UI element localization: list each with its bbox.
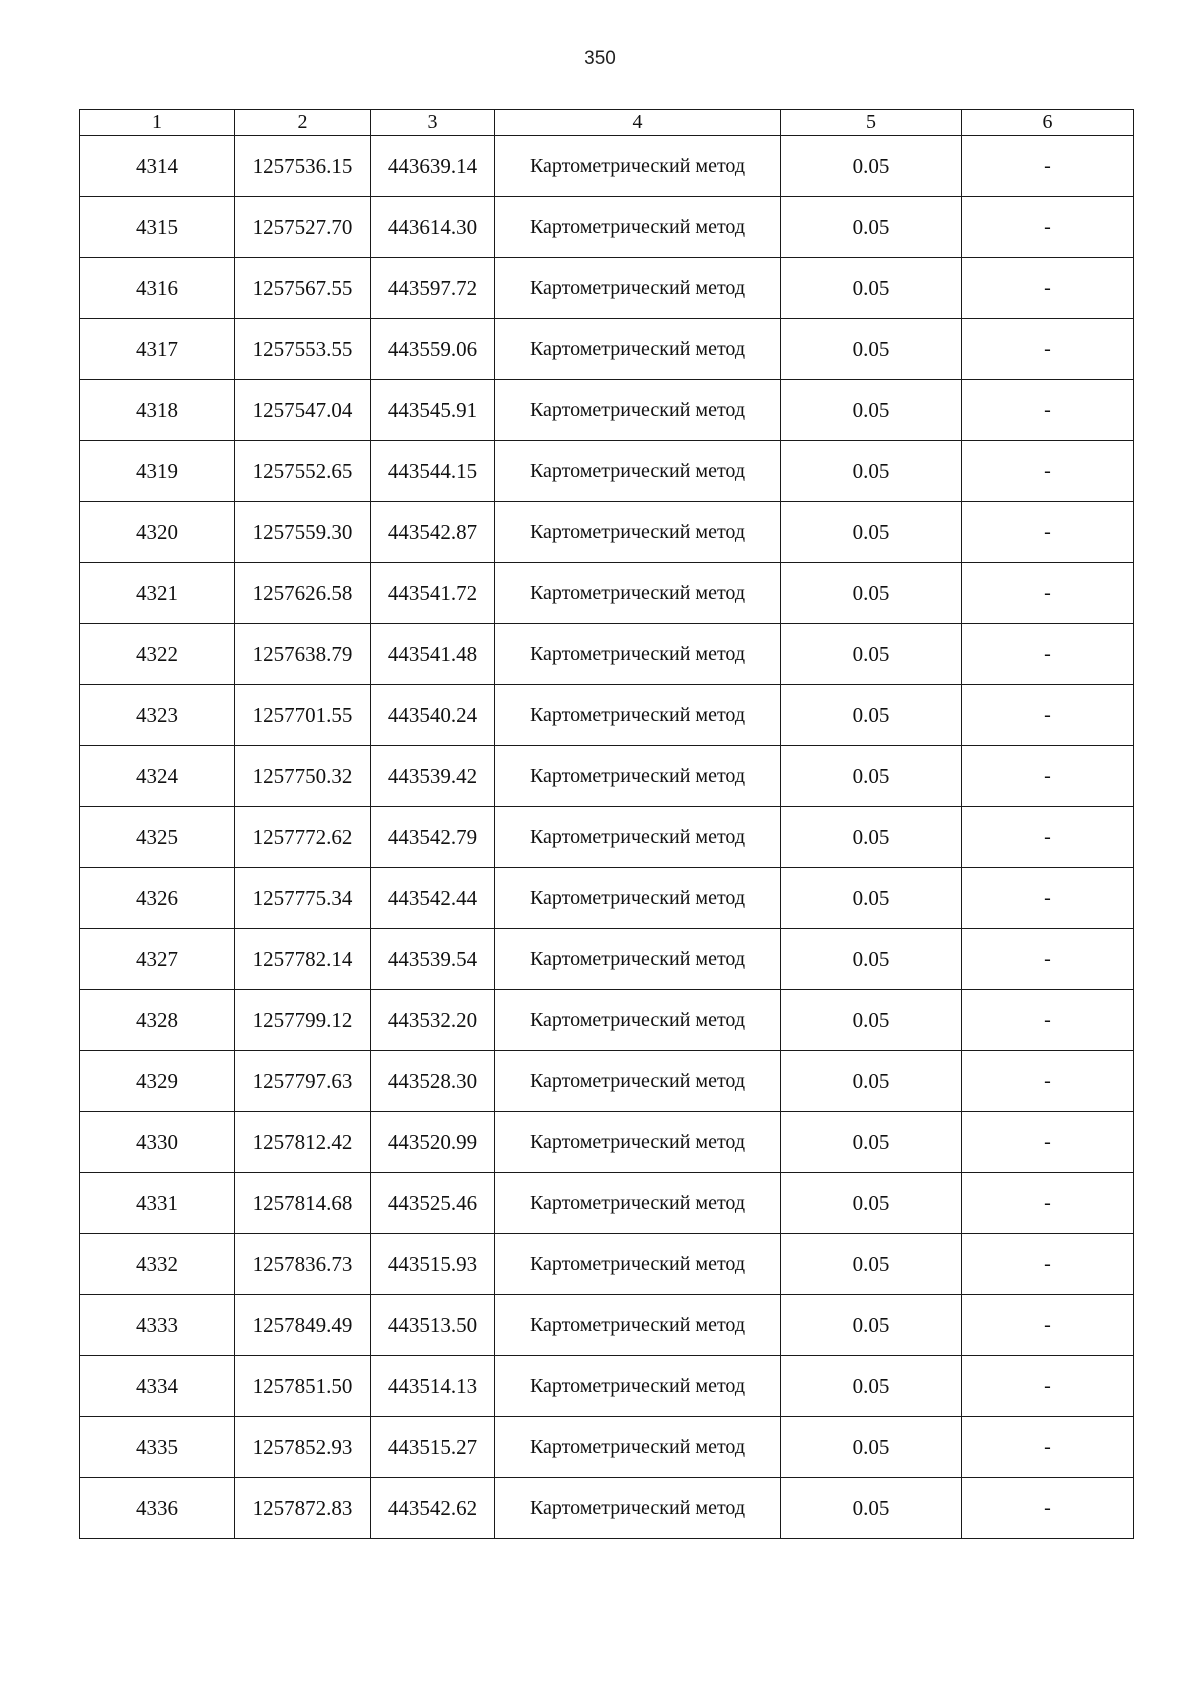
- x-coordinate-cell: 1257775.34: [235, 868, 371, 929]
- description-cell: -: [962, 136, 1134, 197]
- x-coordinate-cell: 1257547.04: [235, 380, 371, 441]
- point-number-cell: 4325: [80, 807, 235, 868]
- x-coordinate-cell: 1257567.55: [235, 258, 371, 319]
- x-coordinate-cell: 1257812.42: [235, 1112, 371, 1173]
- table-row: [80, 1295, 1134, 1356]
- method-cell: Картометрический метод: [495, 502, 781, 563]
- point-number-cell: 4324: [80, 746, 235, 807]
- x-coordinate-cell: 1257750.32: [235, 746, 371, 807]
- x-coordinate-cell: 1257851.50: [235, 1356, 371, 1417]
- accuracy-cell: 0.05: [781, 563, 962, 624]
- x-coordinate-cell: 1257782.14: [235, 929, 371, 990]
- y-coordinate-cell: 443542.79: [371, 807, 495, 868]
- table-row: [80, 1173, 1134, 1234]
- table-row: [80, 1356, 1134, 1417]
- accuracy-cell: 0.05: [781, 319, 962, 380]
- description-cell: -: [962, 1478, 1134, 1539]
- accuracy-cell: 0.05: [781, 685, 962, 746]
- x-coordinate-cell: 1257638.79: [235, 624, 371, 685]
- point-number-cell: 4323: [80, 685, 235, 746]
- method-cell: Картометрический метод: [495, 563, 781, 624]
- point-number-cell: 4330: [80, 1112, 235, 1173]
- table-row: [80, 868, 1134, 929]
- accuracy-cell: 0.05: [781, 990, 962, 1051]
- description-cell: -: [962, 441, 1134, 502]
- column-header-3: 3: [371, 110, 495, 136]
- method-cell: Картометрический метод: [495, 380, 781, 441]
- table-row: [80, 990, 1134, 1051]
- y-coordinate-cell: 443528.30: [371, 1051, 495, 1112]
- y-coordinate-cell: 443541.48: [371, 624, 495, 685]
- table-row: [80, 929, 1134, 990]
- x-coordinate-cell: 1257552.65: [235, 441, 371, 502]
- method-cell: Картометрический метод: [495, 258, 781, 319]
- accuracy-cell: 0.05: [781, 929, 962, 990]
- x-coordinate-cell: 1257849.49: [235, 1295, 371, 1356]
- y-coordinate-cell: 443540.24: [371, 685, 495, 746]
- point-number-cell: 4336: [80, 1478, 235, 1539]
- method-cell: Картометрический метод: [495, 1112, 781, 1173]
- accuracy-cell: 0.05: [781, 1417, 962, 1478]
- table-row: [80, 807, 1134, 868]
- y-coordinate-cell: 443541.72: [371, 563, 495, 624]
- description-cell: -: [962, 319, 1134, 380]
- y-coordinate-cell: 443597.72: [371, 258, 495, 319]
- point-number-cell: 4315: [80, 197, 235, 258]
- table-row: [80, 1234, 1134, 1295]
- accuracy-cell: 0.05: [781, 1051, 962, 1112]
- x-coordinate-cell: 1257626.58: [235, 563, 371, 624]
- description-cell: -: [962, 197, 1134, 258]
- accuracy-cell: 0.05: [781, 502, 962, 563]
- column-header-6: 6: [962, 110, 1134, 136]
- y-coordinate-cell: 443532.20: [371, 990, 495, 1051]
- x-coordinate-cell: 1257527.70: [235, 197, 371, 258]
- method-cell: Картометрический метод: [495, 1295, 781, 1356]
- point-number-cell: 4316: [80, 258, 235, 319]
- method-cell: Картометрический метод: [495, 1478, 781, 1539]
- table-row: [80, 1112, 1134, 1173]
- table-row: [80, 1051, 1134, 1112]
- y-coordinate-cell: 443514.13: [371, 1356, 495, 1417]
- method-cell: Картометрический метод: [495, 1417, 781, 1478]
- description-cell: -: [962, 1234, 1134, 1295]
- method-cell: Картометрический метод: [495, 1173, 781, 1234]
- description-cell: -: [962, 502, 1134, 563]
- accuracy-cell: 0.05: [781, 1295, 962, 1356]
- y-coordinate-cell: 443515.93: [371, 1234, 495, 1295]
- description-cell: -: [962, 1112, 1134, 1173]
- x-coordinate-cell: 1257852.93: [235, 1417, 371, 1478]
- method-cell: Картометрический метод: [495, 1051, 781, 1112]
- column-header-4: 4: [495, 110, 781, 136]
- x-coordinate-cell: 1257772.62: [235, 807, 371, 868]
- accuracy-cell: 0.05: [781, 624, 962, 685]
- y-coordinate-cell: 443639.14: [371, 136, 495, 197]
- description-cell: -: [962, 1295, 1134, 1356]
- description-cell: -: [962, 1051, 1134, 1112]
- accuracy-cell: 0.05: [781, 868, 962, 929]
- method-cell: Картометрический метод: [495, 136, 781, 197]
- point-number-cell: 4329: [80, 1051, 235, 1112]
- column-header-5: 5: [781, 110, 962, 136]
- table-row: [80, 685, 1134, 746]
- table-header: [80, 110, 1134, 136]
- accuracy-cell: 0.05: [781, 258, 962, 319]
- description-cell: -: [962, 929, 1134, 990]
- method-cell: Картометрический метод: [495, 441, 781, 502]
- accuracy-cell: 0.05: [781, 807, 962, 868]
- x-coordinate-cell: 1257559.30: [235, 502, 371, 563]
- table-body: [80, 136, 1134, 1539]
- method-cell: Картометрический метод: [495, 1356, 781, 1417]
- y-coordinate-cell: 443559.06: [371, 319, 495, 380]
- accuracy-cell: 0.05: [781, 1112, 962, 1173]
- point-number-cell: 4320: [80, 502, 235, 563]
- description-cell: -: [962, 1173, 1134, 1234]
- x-coordinate-cell: 1257872.83: [235, 1478, 371, 1539]
- table-row: [80, 136, 1134, 197]
- y-coordinate-cell: 443542.62: [371, 1478, 495, 1539]
- point-number-cell: 4334: [80, 1356, 235, 1417]
- description-cell: -: [962, 1417, 1134, 1478]
- method-cell: Картометрический метод: [495, 197, 781, 258]
- point-number-cell: 4319: [80, 441, 235, 502]
- method-cell: Картометрический метод: [495, 746, 781, 807]
- y-coordinate-cell: 443515.27: [371, 1417, 495, 1478]
- y-coordinate-cell: 443542.87: [371, 502, 495, 563]
- description-cell: -: [962, 807, 1134, 868]
- description-cell: -: [962, 685, 1134, 746]
- table-row: [80, 1417, 1134, 1478]
- method-cell: Картометрический метод: [495, 319, 781, 380]
- table-row: [80, 1478, 1134, 1539]
- y-coordinate-cell: 443545.91: [371, 380, 495, 441]
- description-cell: -: [962, 624, 1134, 685]
- accuracy-cell: 0.05: [781, 1478, 962, 1539]
- accuracy-cell: 0.05: [781, 1234, 962, 1295]
- page-number: 350: [584, 48, 616, 69]
- table-row: [80, 380, 1134, 441]
- accuracy-cell: 0.05: [781, 1356, 962, 1417]
- y-coordinate-cell: 443539.54: [371, 929, 495, 990]
- x-coordinate-cell: 1257701.55: [235, 685, 371, 746]
- table-row: [80, 624, 1134, 685]
- point-number-cell: 4326: [80, 868, 235, 929]
- x-coordinate-cell: 1257814.68: [235, 1173, 371, 1234]
- description-cell: -: [962, 868, 1134, 929]
- point-number-cell: 4332: [80, 1234, 235, 1295]
- point-number-cell: 4328: [80, 990, 235, 1051]
- y-coordinate-cell: 443614.30: [371, 197, 495, 258]
- column-header-2: 2: [235, 110, 371, 136]
- x-coordinate-cell: 1257799.12: [235, 990, 371, 1051]
- point-number-cell: 4335: [80, 1417, 235, 1478]
- accuracy-cell: 0.05: [781, 746, 962, 807]
- method-cell: Картометрический метод: [495, 990, 781, 1051]
- header-row: [80, 110, 1134, 136]
- method-cell: Картометрический метод: [495, 685, 781, 746]
- method-cell: Картометрический метод: [495, 624, 781, 685]
- description-cell: -: [962, 746, 1134, 807]
- table-row: [80, 197, 1134, 258]
- table-row: [80, 563, 1134, 624]
- x-coordinate-cell: 1257797.63: [235, 1051, 371, 1112]
- point-number-cell: 4314: [80, 136, 235, 197]
- description-cell: -: [962, 380, 1134, 441]
- method-cell: Картометрический метод: [495, 807, 781, 868]
- accuracy-cell: 0.05: [781, 380, 962, 441]
- point-number-cell: 4333: [80, 1295, 235, 1356]
- point-number-cell: 4327: [80, 929, 235, 990]
- point-number-cell: 4331: [80, 1173, 235, 1234]
- description-cell: -: [962, 990, 1134, 1051]
- method-cell: Картометрический метод: [495, 1234, 781, 1295]
- table-row: [80, 319, 1134, 380]
- y-coordinate-cell: 443542.44: [371, 868, 495, 929]
- method-cell: Картометрический метод: [495, 929, 781, 990]
- point-number-cell: 4318: [80, 380, 235, 441]
- table-row: [80, 502, 1134, 563]
- method-cell: Картометрический метод: [495, 868, 781, 929]
- accuracy-cell: 0.05: [781, 197, 962, 258]
- y-coordinate-cell: 443525.46: [371, 1173, 495, 1234]
- column-header-1: 1: [80, 110, 235, 136]
- x-coordinate-cell: 1257553.55: [235, 319, 371, 380]
- point-number-cell: 4321: [80, 563, 235, 624]
- y-coordinate-cell: 443520.99: [371, 1112, 495, 1173]
- table-row: [80, 258, 1134, 319]
- accuracy-cell: 0.05: [781, 1173, 962, 1234]
- point-number-cell: 4322: [80, 624, 235, 685]
- accuracy-cell: 0.05: [781, 441, 962, 502]
- table-row: [80, 746, 1134, 807]
- x-coordinate-cell: 1257536.15: [235, 136, 371, 197]
- description-cell: -: [962, 563, 1134, 624]
- description-cell: -: [962, 258, 1134, 319]
- description-cell: -: [962, 1356, 1134, 1417]
- y-coordinate-cell: 443513.50: [371, 1295, 495, 1356]
- y-coordinate-cell: 443544.15: [371, 441, 495, 502]
- accuracy-cell: 0.05: [781, 136, 962, 197]
- x-coordinate-cell: 1257836.73: [235, 1234, 371, 1295]
- coordinates-table: [79, 109, 1134, 1539]
- table-row: [80, 441, 1134, 502]
- y-coordinate-cell: 443539.42: [371, 746, 495, 807]
- point-number-cell: 4317: [80, 319, 235, 380]
